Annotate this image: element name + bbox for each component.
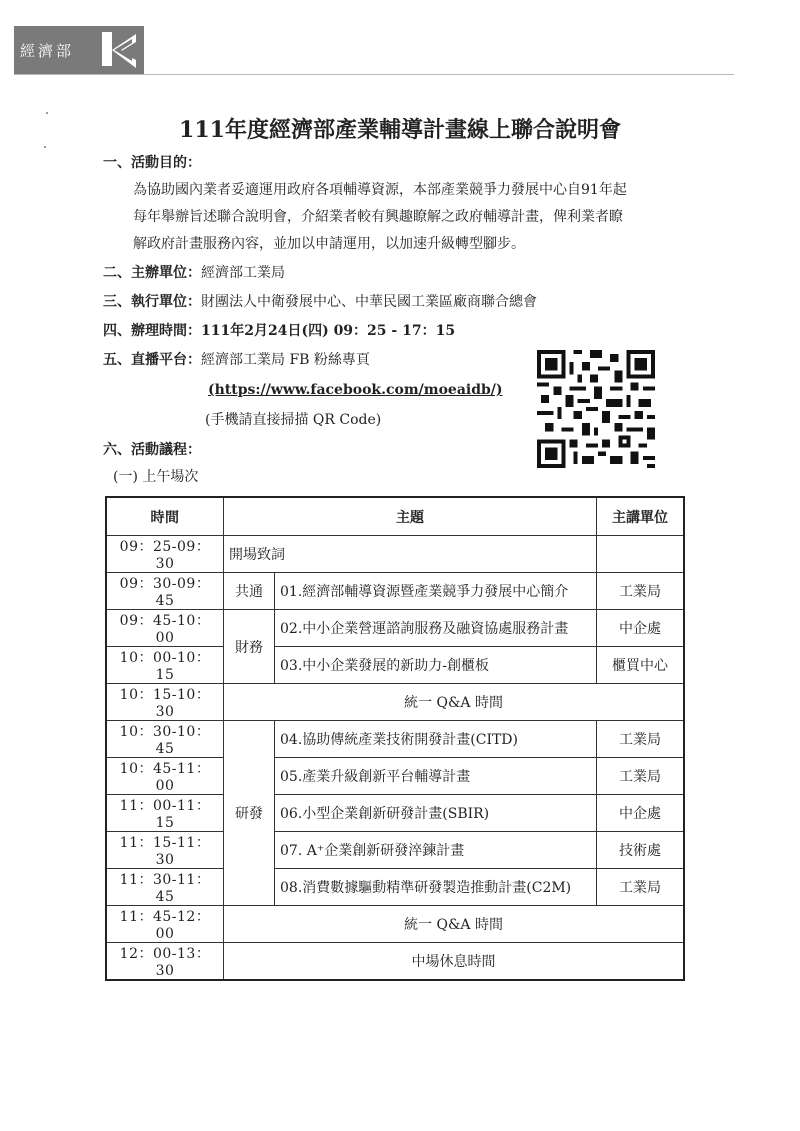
- row-unit: 工業局: [597, 758, 685, 795]
- row-time: 11：30-11：45: [106, 869, 224, 906]
- row-time: 10：15-10：30: [106, 684, 224, 721]
- header-time: 時間: [106, 497, 224, 536]
- row-time: 09：30-09：45: [106, 573, 224, 610]
- table-row: [106, 906, 684, 943]
- purpose-line-1: 為協助國內業者妥適運用政府各項輔導資源，本部產業競爭力發展中心自91年起: [133, 182, 627, 198]
- organizer-row: [103, 263, 285, 283]
- row-time: 11：45-12：00: [106, 906, 224, 943]
- row-unit: 工業局: [597, 573, 685, 610]
- agenda-heading: 六、活動議程：: [103, 442, 201, 458]
- table-row: [106, 869, 684, 906]
- purpose-line-3: 解政府計畫服務內容，並加以申請運用，以加速升級轉型腳步。: [133, 236, 525, 252]
- table-row: [106, 536, 684, 573]
- row-topic: 06.小型企業創新研發計畫(SBIR): [275, 795, 597, 832]
- table-row: [106, 943, 684, 981]
- row-unit: 工業局: [597, 721, 685, 758]
- executor-heading: 三、執行單位：: [103, 294, 201, 310]
- row-time: 10：30-10：45: [106, 721, 224, 758]
- row-time: 11：15-11：30: [106, 832, 224, 869]
- executor-row: [103, 292, 537, 312]
- row-topic: 03.中小企業發展的新助力-創櫃板: [275, 647, 597, 684]
- row-unit: 中企處: [597, 610, 685, 647]
- time-row: [103, 321, 455, 341]
- row-unit: 櫃買中心: [597, 647, 685, 684]
- row-topic: 統一 Q&A 時間: [224, 684, 685, 721]
- time-value: 111年2月24日(四) 09：25 - 17：15: [201, 323, 456, 339]
- agenda-subheading: (一) 上午場次: [113, 469, 199, 485]
- row-topic: 開場致詞: [224, 536, 597, 573]
- table-row: [106, 721, 684, 758]
- table-row: [106, 832, 684, 869]
- moea-logo-icon: [96, 26, 144, 74]
- row-category: 財務: [224, 610, 275, 684]
- platform-heading: 五、直播平台：: [103, 352, 201, 368]
- row-time: 09：45-10：00: [106, 610, 224, 647]
- row-category: 共通: [224, 573, 275, 610]
- time-heading: 四、辦理時間：: [103, 323, 201, 339]
- row-topic: 07. A⁺企業創新研發淬鍊計畫: [275, 832, 597, 869]
- table-row: [106, 758, 684, 795]
- row-topic: 08.消費數據驅動精準研發製造推動計畫(C2M): [275, 869, 597, 906]
- row-category: 研發: [224, 721, 275, 906]
- platform-note: (手機請直接掃描 QR Code): [205, 412, 382, 428]
- row-topic: 統一 Q&A 時間: [224, 906, 685, 943]
- table-row: [106, 573, 684, 610]
- purpose-line-2: 每年舉辦旨述聯合說明會，介紹業者較有興趣瞭解之政府輔導計畫，俾利業者瞭: [133, 209, 623, 225]
- table-header-row: [106, 497, 684, 536]
- row-topic: 中場休息時間: [224, 943, 685, 981]
- row-topic: 05.產業升級創新平台輔導計畫: [275, 758, 597, 795]
- table-row: [106, 610, 684, 647]
- header-topic: 主題: [224, 497, 597, 536]
- table-row: [106, 684, 684, 721]
- logo-text: 經濟部: [20, 42, 75, 60]
- row-unit: [597, 536, 685, 573]
- row-time: 12：00-13：30: [106, 943, 224, 981]
- organizer-value: 經濟部工業局: [201, 265, 285, 281]
- platform-row: [103, 350, 370, 370]
- qr-code-icon[interactable]: [537, 350, 655, 468]
- organizer-heading: 二、主辦單位：: [103, 265, 201, 281]
- row-time: 10：45-11：00: [106, 758, 224, 795]
- page-title: 111年度經濟部產業輔導計畫線上聯合說明會: [179, 117, 621, 143]
- row-time: 09：25-09：30: [106, 536, 224, 573]
- row-unit: 技術處: [597, 832, 685, 869]
- header-divider: [14, 74, 734, 75]
- row-topic: 02.中小企業營運諮詢服務及融資協處服務計畫: [275, 610, 597, 647]
- table-row: [106, 795, 684, 832]
- row-unit: 中企處: [597, 795, 685, 832]
- row-time: 11：00-11：15: [106, 795, 224, 832]
- executor-value: 財團法人中衛發展中心、中華民國工業區廠商聯合總會: [201, 294, 537, 310]
- purpose-heading: 一、活動目的：: [103, 155, 201, 171]
- row-time: 10：00-10：15: [106, 647, 224, 684]
- row-topic: 01.經濟部輔導資源暨產業競爭力發展中心簡介: [275, 573, 597, 610]
- header-unit: 主講單位: [597, 497, 685, 536]
- platform-value: 經濟部工業局 FB 粉絲專頁: [201, 352, 370, 368]
- agenda-table: [105, 496, 685, 981]
- row-topic: 04.協助傳統產業技術開發計畫(CITD): [275, 721, 597, 758]
- platform-url-link[interactable]: (https://www.facebook.com/moeaidb/): [208, 382, 503, 398]
- row-unit: 工業局: [597, 869, 685, 906]
- table-row: [106, 647, 684, 684]
